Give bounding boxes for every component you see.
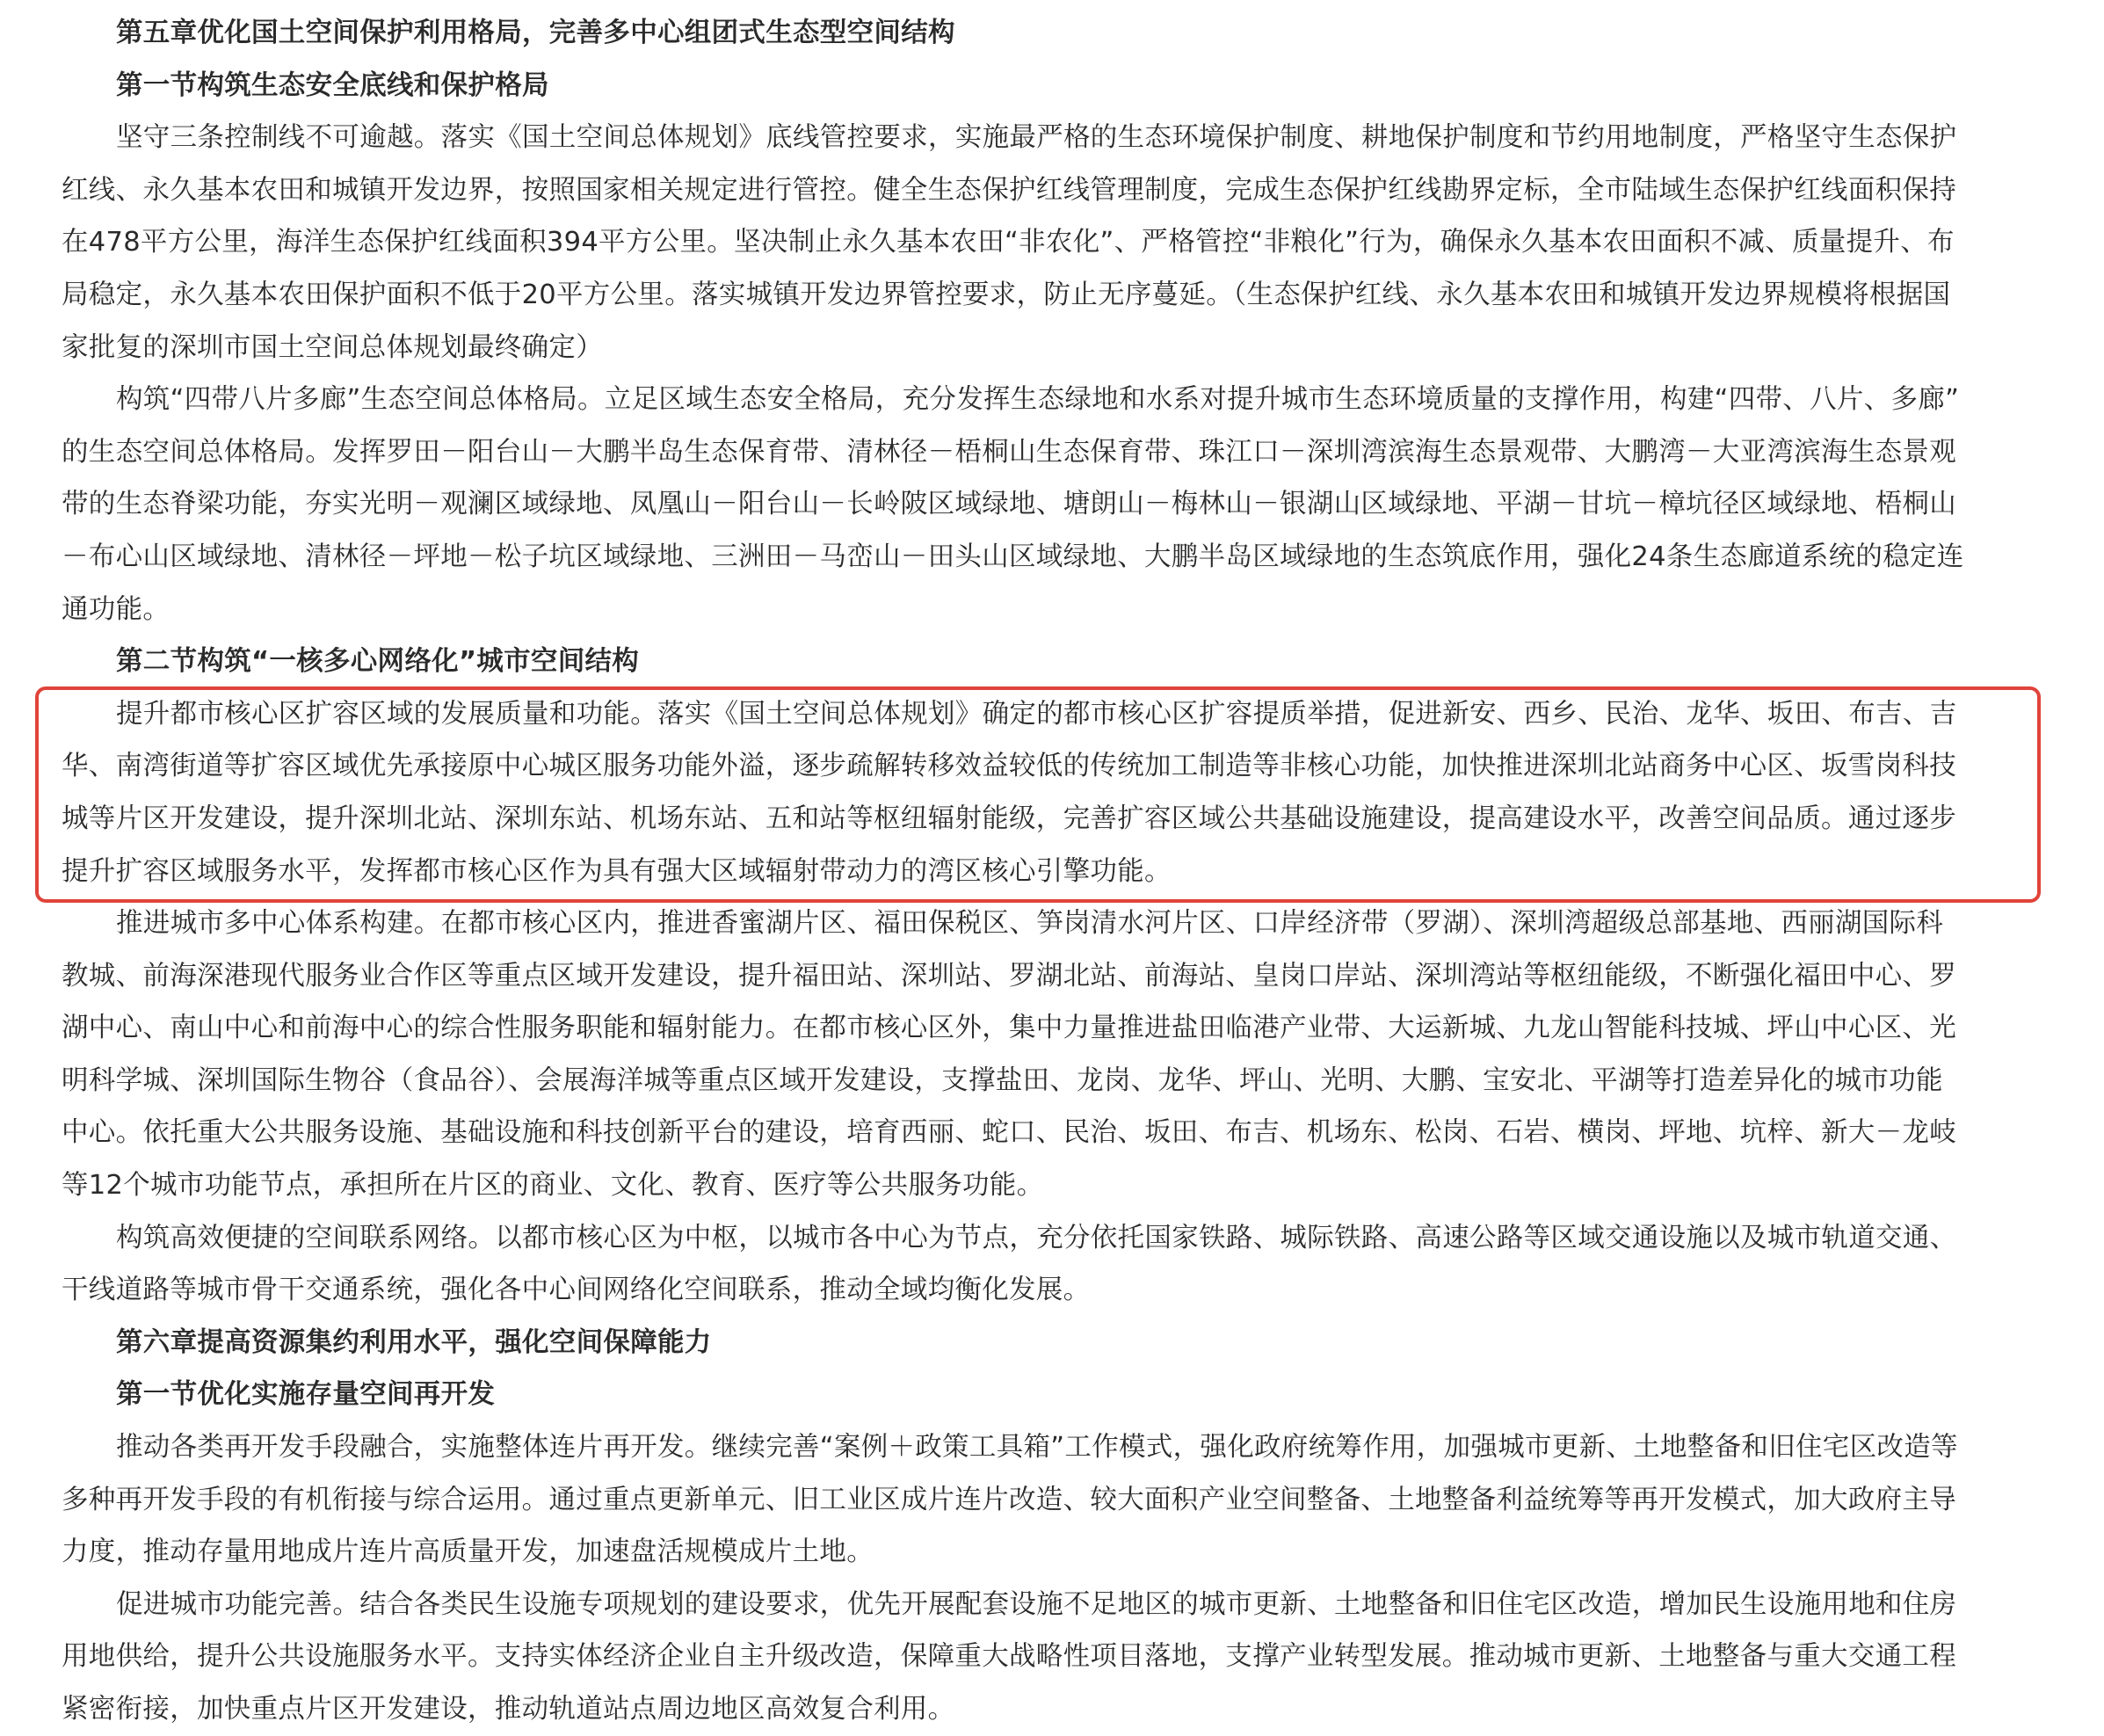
paragraph-line: 城等片区开发建设，提升深圳北站、深圳东站、机场东站、五和站等枢纽辐射能级，完善扩容区域公共基础设施建设，提高建设水平，改善空间品质。通过逐步 — [62, 803, 1956, 834]
paragraph-network — [62, 1212, 2048, 1317]
paragraph-redevelopment — [62, 1421, 2048, 1579]
paragraph-line: 构筑高效便捷的空间联系网络。以都市核心区为中枢，以城市各中心为节点，充分依托国家铁路、城际铁路、高速公路等区域交通设施以及城市轨道交通、 — [116, 1222, 1957, 1253]
paragraph-line: 明科学城、深圳国际生物谷（食品谷）、会展海洋城等重点区域开发建设，支撑盐田、龙岗、龙华、坪山、光明、大鹏、宝安北、平湖等打造差异化的城市功能 — [62, 1064, 1943, 1096]
paragraph-city-function — [62, 1579, 2048, 1725]
paragraph-line: 教城、前海深港现代服务业合作区等重点区域开发建设，提升福田站、深圳站、罗湖北站、前海站、皇岗口岸站、深圳湾站等枢纽能级，不断强化福田中心、罗 — [62, 960, 1956, 991]
paragraph-line: 等12个城市功能节点，承担所在片区的商业、文化、教育、医疗等公共服务功能。 — [62, 1170, 1044, 1202]
paragraph-line: 的生态空间总体格局。发挥罗田－阳台山－大鹏半岛生态保育带、清林径－梧桐山生态保育带、珠江口－深圳湾滨海生态景观带、大鹏湾－大亚湾滨海生态景观 — [62, 436, 1956, 468]
section-1-title: 第一节构筑生态安全底线和保护格局 — [116, 69, 549, 101]
paragraph-line: －布心山区域绿地、清林径－坪地－松子坑区域绿地、三洲田－马峦山－田头山区域绿地、大鹏半岛区域绿地的生态筑底作用，强化24条生态廊道系统的稳定连 — [62, 541, 1964, 572]
paragraph-line: 多种再开发手段的有机衔接与综合运用。通过重点更新单元、旧工业区成片连片改造、较大面积产业空间整备、土地整备利益统筹等再开发模式，加大政府主导 — [62, 1484, 1956, 1515]
paragraph-line: 提升扩容区域服务水平，发挥都市核心区作为具有强大区域辐射带动力的湾区核心引擎功能。 — [62, 855, 1172, 887]
paragraph-line: 华、南湾街道等扩容区域优先承接原中心城区服务功能外溢，逐步疏解转移效益较低的传统加工制造等非核心功能，加快推进深圳北站商务中心区、坂雪岗科技 — [62, 751, 1956, 782]
paragraph-core-expansion-highlighted — [62, 688, 2048, 897]
paragraph-line: 带的生态脊梁功能，夯实光明－观澜区域绿地、凤凰山－阳台山－长岭陂区域绿地、塘朗山－梅林山－银湖山区域绿地、平湖－甘坑－樟坑径区域绿地、梧桐山 — [62, 489, 1956, 520]
paragraph-line: 用地供给，提升公共设施服务水平。支持实体经济企业自主升级改造，保障重大战略性项目落地，支撑产业转型发展。推动城市更新、土地整备与重大交通工程 — [62, 1641, 1956, 1673]
document-body — [62, 7, 2048, 1725]
section-3-title: 第一节优化实施存量空间再开发 — [116, 1379, 496, 1411]
chapter-6-title: 第六章提高资源集约利用水平，强化空间保障能力 — [116, 1326, 712, 1358]
paragraph-line: 通功能。 — [62, 593, 170, 625]
paragraph-line: 家批复的深圳市国土空间总体规划最终确定） — [62, 331, 603, 363]
paragraph-line: 推进城市多中心体系构建。在都市核心区内，推进香蜜湖片区、福田保税区、笋岗清水河片区、口岸经济带（罗湖）、深圳湾超级总部基地、西丽湖国际科 — [116, 908, 1944, 940]
paragraph-line: 湖中心、南山中心和前海中心的综合性服务职能和辐射能力。在都市核心区外，集中力量推进盐田临港产业带、大运新城、九龙山智能科技城、坪山中心区、光 — [62, 1013, 1956, 1044]
paragraph-red-lines — [62, 112, 2048, 374]
paragraph-line: 坚守三条控制线不可逾越。落实《国土空间总体规划》底线管控要求，实施最严格的生态环境保护制度、耕地保护制度和节约用地制度，严格坚守生态保护 — [116, 122, 1957, 154]
paragraph-line: 力度，推动存量用地成片连片高质量开发，加速盘活规模成片土地。 — [62, 1536, 874, 1568]
paragraph-line: 构筑“四带八片多廊”生态空间总体格局。立足区域生态安全格局，充分发挥生态绿地和水系对提升城市生态环境质量的支撑作用，构建“四带、八片、多廊” — [116, 384, 1960, 416]
paragraph-line-cutoff: 紧密衔接，加快重点片区开发建设，推动轨道站点周边地区高效复合利用。 — [62, 1694, 955, 1725]
paragraph-line: 局稳定，永久基本农田保护面积不低于20平方公里。落实城镇开发边界管控要求，防止无序蔓延。（生态保护红线、永久基本农田和城镇开发边界规模将根据国 — [62, 279, 1951, 310]
paragraph-line: 在478平方公里，海洋生态保护红线面积394平方公里。坚决制止永久基本农田“非农化”、严格管控“非粮化”行为，确保永久基本农田面积不减、质量提升、布 — [62, 227, 1955, 258]
paragraph-line: 红线、永久基本农田和城镇开发边界，按照国家相关规定进行管控。健全生态保护红线管理制度，完成生态保护红线勘界定标，全市陆域生态保护红线面积保持 — [62, 174, 1956, 206]
section-2-title: 第二节构筑“一核多心网络化”城市空间结构 — [116, 646, 640, 678]
chapter-5-title: 第五章优化国土空间保护利用格局，完善多中心组团式生态型空间结构 — [116, 18, 955, 48]
paragraph-line: 提升都市核心区扩容区域的发展质量和功能。落实《国土空间总体规划》确定的都市核心区扩容提质举措，促进新安、西乡、民治、龙华、坂田、布吉、吉 — [116, 698, 1957, 730]
paragraph-multi-center — [62, 897, 2048, 1212]
paragraph-line: 推动各类再开发手段融合，实施整体连片再开发。继续完善“案例＋政策工具箱”工作模式，强化政府统筹作用，加强城市更新、土地整备和旧住宅区改造等 — [116, 1432, 1958, 1464]
paragraph-line: 促进城市功能完善。结合各类民生设施专项规划的建设要求，优先开展配套设施不足地区的城市更新、土地整备和旧住宅区改造，增加民生设施用地和住房 — [116, 1588, 1957, 1620]
paragraph-line: 干线道路等城市骨干交通系统，强化各中心间网络化空间联系，推动全域均衡化发展。 — [62, 1275, 1091, 1306]
paragraph-line: 中心。依托重大公共服务设施、基础设施和科技创新平台的建设，培育西丽、蛇口、民治、坂田、布吉、机场东、松岗、石岩、横岗、坪地、坑梓、新大－龙岐 — [62, 1117, 1956, 1149]
paragraph-ecological-pattern — [62, 374, 2048, 636]
